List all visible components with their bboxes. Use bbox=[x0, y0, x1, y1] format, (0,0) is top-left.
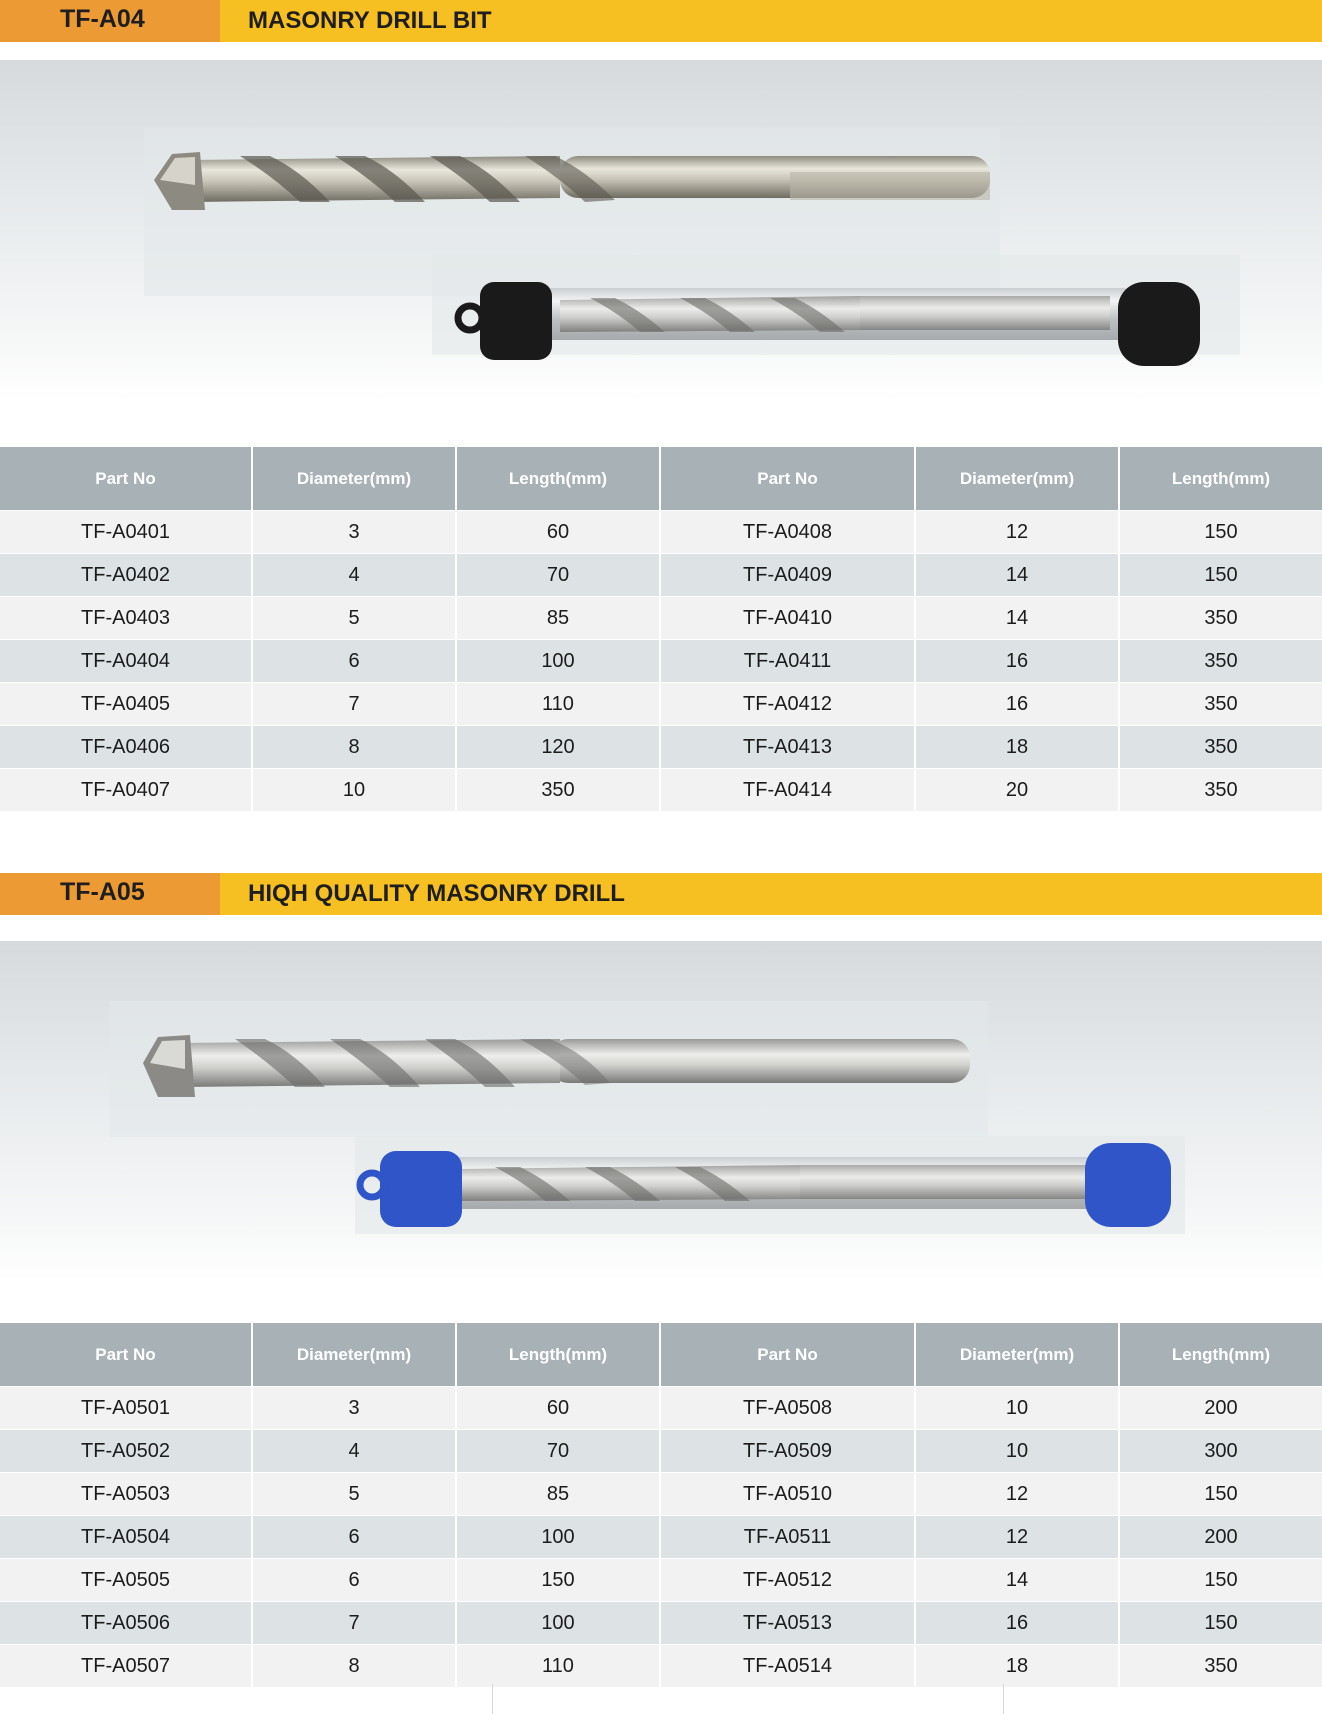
table-cell: 7 bbox=[252, 1602, 456, 1645]
table-cell: 85 bbox=[456, 1473, 660, 1516]
column-header: Length(mm) bbox=[456, 1323, 660, 1387]
table-cell: TF-A0511 bbox=[660, 1516, 915, 1559]
table-cell: TF-A0403 bbox=[0, 597, 252, 640]
table-row bbox=[0, 1559, 1322, 1602]
column-header: Length(mm) bbox=[456, 447, 660, 511]
table-cell: 18 bbox=[915, 1645, 1119, 1688]
table-header-row bbox=[0, 447, 1322, 511]
table-row bbox=[0, 769, 1322, 812]
table-cell: 12 bbox=[915, 1516, 1119, 1559]
table-cell: TF-A0405 bbox=[0, 683, 252, 726]
table-cell: 150 bbox=[1119, 1602, 1322, 1645]
drill-bit-illustration bbox=[0, 60, 1322, 400]
product-photo bbox=[0, 941, 1322, 1281]
column-header: Diameter(mm) bbox=[252, 1323, 456, 1387]
table-cell: 10 bbox=[915, 1430, 1119, 1473]
section-title: HIQH QUALITY MASONRY DRILL bbox=[248, 880, 625, 907]
product-code-badge bbox=[0, 873, 220, 915]
column-header: Part No bbox=[660, 447, 915, 511]
table-cell: 10 bbox=[915, 1387, 1119, 1430]
table-cell: 350 bbox=[1119, 1645, 1322, 1688]
table-cell: TF-A0504 bbox=[0, 1516, 252, 1559]
table-cell: TF-A0406 bbox=[0, 726, 252, 769]
table-row bbox=[0, 1516, 1322, 1559]
table-row bbox=[0, 640, 1322, 683]
table-row bbox=[0, 1645, 1322, 1688]
drill-bit-image bbox=[110, 1001, 988, 1137]
table-cell: TF-A0410 bbox=[660, 597, 915, 640]
column-header: Diameter(mm) bbox=[915, 1323, 1119, 1387]
table-cell: 10 bbox=[252, 769, 456, 812]
table-cell: 150 bbox=[1119, 511, 1322, 554]
table-cell: 3 bbox=[252, 511, 456, 554]
table-cell: TF-A0505 bbox=[0, 1559, 252, 1602]
column-header: Part No bbox=[0, 447, 252, 511]
table-cell: TF-A0503 bbox=[0, 1473, 252, 1516]
table-cell: 18 bbox=[915, 726, 1119, 769]
table-cell: TF-A0501 bbox=[0, 1387, 252, 1430]
table-cell: 200 bbox=[1119, 1516, 1322, 1559]
table-cell: 16 bbox=[915, 640, 1119, 683]
table-cell: 150 bbox=[456, 1559, 660, 1602]
table-cell: 6 bbox=[252, 640, 456, 683]
column-header: Diameter(mm) bbox=[252, 447, 456, 511]
table-cell: 5 bbox=[252, 1473, 456, 1516]
table-cell: 16 bbox=[915, 1602, 1119, 1645]
table-cell: TF-A0409 bbox=[660, 554, 915, 597]
column-header: Diameter(mm) bbox=[915, 447, 1119, 511]
product-photo bbox=[0, 60, 1322, 400]
table-cell: 150 bbox=[1119, 1473, 1322, 1516]
table-cell: 350 bbox=[1119, 597, 1322, 640]
table-cell: 4 bbox=[252, 1430, 456, 1473]
table-cell: TF-A0512 bbox=[660, 1559, 915, 1602]
table-cell: 110 bbox=[456, 683, 660, 726]
specification-table bbox=[0, 1323, 1322, 1687]
table-cell: 4 bbox=[252, 554, 456, 597]
divider bbox=[1003, 1684, 1004, 1714]
table-cell: 60 bbox=[456, 1387, 660, 1430]
table-cell: TF-A0508 bbox=[660, 1387, 915, 1430]
table-row bbox=[0, 1473, 1322, 1516]
table-cell: 110 bbox=[456, 1645, 660, 1688]
table-cell: 350 bbox=[456, 769, 660, 812]
section-header bbox=[0, 873, 1322, 915]
table-cell: 16 bbox=[915, 683, 1119, 726]
table-row bbox=[0, 683, 1322, 726]
column-header: Length(mm) bbox=[1119, 447, 1322, 511]
column-header: Length(mm) bbox=[1119, 1323, 1322, 1387]
table-cell: TF-A0412 bbox=[660, 683, 915, 726]
table-row bbox=[0, 554, 1322, 597]
table-cell: 100 bbox=[456, 640, 660, 683]
table-cell: 20 bbox=[915, 769, 1119, 812]
table-cell: 70 bbox=[456, 1430, 660, 1473]
table-row bbox=[0, 597, 1322, 640]
table-cell: TF-A0408 bbox=[660, 511, 915, 554]
table-cell: 6 bbox=[252, 1559, 456, 1602]
table-cell: TF-A0413 bbox=[660, 726, 915, 769]
table-cell: 14 bbox=[915, 597, 1119, 640]
table-cell: 14 bbox=[915, 1559, 1119, 1602]
table-cell: 14 bbox=[915, 554, 1119, 597]
table-cell: 7 bbox=[252, 683, 456, 726]
table-cell: 85 bbox=[456, 597, 660, 640]
table-cell: 350 bbox=[1119, 726, 1322, 769]
table-cell: 60 bbox=[456, 511, 660, 554]
table-cell: 200 bbox=[1119, 1387, 1322, 1430]
divider bbox=[492, 1684, 493, 1714]
table-cell: 350 bbox=[1119, 769, 1322, 812]
table-cell: 3 bbox=[252, 1387, 456, 1430]
table-row bbox=[0, 726, 1322, 769]
product-code: TF-A04 bbox=[60, 5, 145, 33]
table-row bbox=[0, 511, 1322, 554]
table-cell: 300 bbox=[1119, 1430, 1322, 1473]
table-cell: TF-A0402 bbox=[0, 554, 252, 597]
table-cell: TF-A0514 bbox=[660, 1645, 915, 1688]
table-cell: 150 bbox=[1119, 554, 1322, 597]
table-cell: TF-A0507 bbox=[0, 1645, 252, 1688]
table-cell: 350 bbox=[1119, 640, 1322, 683]
table-cell: 5 bbox=[252, 597, 456, 640]
table-cell: 8 bbox=[252, 1645, 456, 1688]
table-cell: TF-A0407 bbox=[0, 769, 252, 812]
table-cell: 100 bbox=[456, 1516, 660, 1559]
drill-tube-image bbox=[355, 1136, 1185, 1234]
column-header: Part No bbox=[660, 1323, 915, 1387]
table-cell: TF-A0509 bbox=[660, 1430, 915, 1473]
table-header-row bbox=[0, 1323, 1322, 1387]
table-row bbox=[0, 1387, 1322, 1430]
table-cell: TF-A0506 bbox=[0, 1602, 252, 1645]
table-cell: TF-A0414 bbox=[660, 769, 915, 812]
table-cell: TF-A0510 bbox=[660, 1473, 915, 1516]
column-header: Part No bbox=[0, 1323, 252, 1387]
table-cell: 150 bbox=[1119, 1559, 1322, 1602]
table-cell: 100 bbox=[456, 1602, 660, 1645]
drill-bit-illustration bbox=[0, 941, 1322, 1281]
table-cell: TF-A0513 bbox=[660, 1602, 915, 1645]
table-cell: 8 bbox=[252, 726, 456, 769]
table-cell: 12 bbox=[915, 511, 1119, 554]
specification-table bbox=[0, 447, 1322, 811]
table-row bbox=[0, 1430, 1322, 1473]
table-cell: TF-A0411 bbox=[660, 640, 915, 683]
product-code-badge bbox=[0, 0, 220, 42]
section-header bbox=[0, 0, 1322, 42]
table-cell: 350 bbox=[1119, 683, 1322, 726]
table-cell: 120 bbox=[456, 726, 660, 769]
table-row bbox=[0, 1602, 1322, 1645]
table-cell: TF-A0502 bbox=[0, 1430, 252, 1473]
table-cell: 70 bbox=[456, 554, 660, 597]
table-cell: 6 bbox=[252, 1516, 456, 1559]
table-cell: TF-A0401 bbox=[0, 511, 252, 554]
drill-tube-image bbox=[432, 255, 1240, 366]
table-cell: 12 bbox=[915, 1473, 1119, 1516]
table-cell: TF-A0404 bbox=[0, 640, 252, 683]
section-title: MASONRY DRILL BIT bbox=[248, 7, 492, 34]
product-code: TF-A05 bbox=[60, 878, 145, 906]
